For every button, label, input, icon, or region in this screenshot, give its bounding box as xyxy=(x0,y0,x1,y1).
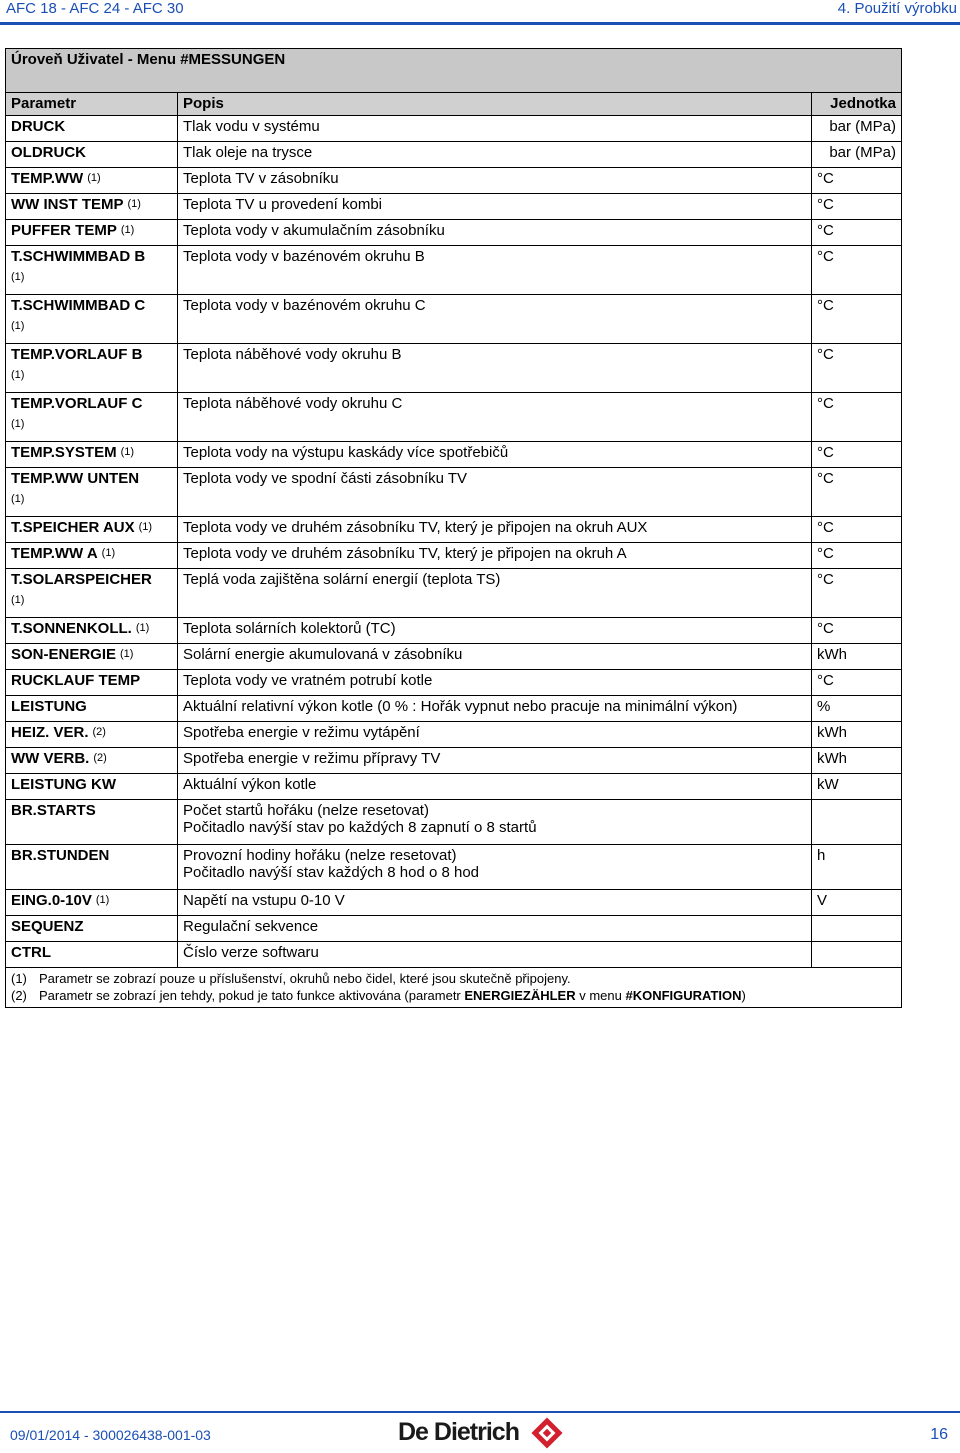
table-row xyxy=(6,774,902,800)
param-cell xyxy=(6,670,178,696)
unit: °C xyxy=(816,170,834,187)
desc-cell xyxy=(178,194,812,220)
param-cell xyxy=(6,393,178,442)
unit-cell xyxy=(811,916,901,942)
param-cell xyxy=(6,543,178,569)
param-name: BR.STARTS xyxy=(11,802,96,819)
unit: °C xyxy=(816,672,834,689)
desc-cell xyxy=(178,722,812,748)
unit: bar (MPa) xyxy=(829,144,896,161)
desc-cell xyxy=(178,670,812,696)
unit-cell xyxy=(811,393,901,442)
table-row xyxy=(6,748,902,774)
description: Tlak vodu v systému xyxy=(183,118,320,135)
unit: kWh xyxy=(816,724,847,741)
footnote-2: (2) Parametr se zobrazí jen tehdy, pokud je tato funkce aktivována (parametr ENERGIEZÄHLER v menu #KONFIGURATION) xyxy=(11,988,746,1003)
table-row xyxy=(6,344,902,393)
unit-cell xyxy=(811,517,901,543)
description: Teplota vody ve spodní části zásobníku TV xyxy=(183,470,468,487)
param-name: T.SOLARSPEICHER xyxy=(11,571,152,588)
unit: °C xyxy=(816,395,834,412)
table-row xyxy=(6,845,902,890)
table-row xyxy=(6,168,902,194)
unit-cell xyxy=(811,295,901,344)
unit-cell xyxy=(811,246,901,295)
unit: kW xyxy=(816,776,839,793)
footnote-ref: (1) xyxy=(11,271,25,283)
column-header-param: Parametr xyxy=(6,93,178,116)
parameter-table xyxy=(5,48,902,1008)
table-row xyxy=(6,142,902,168)
unit-cell xyxy=(811,845,901,890)
desc-cell xyxy=(178,220,812,246)
logo-wordmark: De Dietrich xyxy=(398,1418,519,1446)
description: Teplota vody ve vratném potrubí kotle xyxy=(183,672,433,689)
table-row xyxy=(6,246,902,295)
desc-cell xyxy=(178,748,812,774)
description: Regulační sekvence xyxy=(183,918,319,935)
description: Solární energie akumulovaná v zásobníku xyxy=(183,646,463,663)
desc-cell xyxy=(178,916,812,942)
desc-cell xyxy=(178,774,812,800)
table-row xyxy=(6,644,902,670)
table-row xyxy=(6,393,902,442)
description: Číslo verze softwaru xyxy=(183,944,319,961)
header-section-title: 4. Použití výrobku xyxy=(837,0,957,17)
unit-cell xyxy=(811,468,901,517)
param-name: T.SPEICHER AUX xyxy=(11,519,135,536)
description: Teplota TV u provedení kombi xyxy=(183,196,383,213)
desc-cell xyxy=(178,393,812,442)
param-name: TEMP.VORLAUF B xyxy=(11,346,143,363)
param-name: TEMP.VORLAUF C xyxy=(11,395,143,412)
table-row xyxy=(6,569,902,618)
desc-cell xyxy=(178,942,812,968)
desc-cell xyxy=(178,845,812,890)
param-name: WW VERB. xyxy=(11,750,90,767)
footer-date-ref: 09/01/2014 - 300026438-001-03 xyxy=(10,1427,211,1443)
table-row xyxy=(6,670,902,696)
footnote-ref: (1) xyxy=(120,224,135,236)
param-name: T.SCHWIMMBAD C xyxy=(11,297,146,314)
footnotes xyxy=(6,968,902,1008)
param-name: SEQUENZ xyxy=(11,918,84,935)
desc-cell xyxy=(178,800,812,845)
unit-cell xyxy=(811,220,901,246)
unit: °C xyxy=(816,222,834,239)
description: Teplá voda zajištěna solární energií (teplota TS) xyxy=(183,571,501,588)
unit-cell xyxy=(811,344,901,393)
desc-cell xyxy=(178,618,812,644)
description: Teplota vody ve druhém zásobníku TV, který je připojen na okruh AUX xyxy=(183,519,648,536)
table-row xyxy=(6,890,902,916)
table-row xyxy=(6,800,902,845)
unit: °C xyxy=(816,620,834,637)
footnote-ref: (1) xyxy=(11,493,25,505)
header-divider xyxy=(0,22,960,25)
param-cell xyxy=(6,116,178,142)
param-cell xyxy=(6,696,178,722)
param-name: LEISTUNG KW xyxy=(11,776,116,793)
param-cell xyxy=(6,800,178,845)
table-row xyxy=(6,942,902,968)
unit: °C xyxy=(816,196,834,213)
unit-cell xyxy=(811,722,901,748)
description: Teplota náběhové vody okruhu B xyxy=(183,346,402,363)
description: Tlak oleje na trysce xyxy=(183,144,313,161)
parameter-table-container xyxy=(5,48,902,1008)
desc-cell xyxy=(178,644,812,670)
page-number: 16 xyxy=(930,1426,948,1443)
desc-cell xyxy=(178,116,812,142)
param-cell xyxy=(6,569,178,618)
logo-diamond-icon xyxy=(530,1416,564,1450)
footnote-ref: (1) xyxy=(135,622,150,634)
table-row xyxy=(6,543,902,569)
table-row xyxy=(6,295,902,344)
unit: °C xyxy=(816,571,834,588)
param-cell xyxy=(6,220,178,246)
footnote-ref: (1) xyxy=(120,648,134,660)
footer-divider xyxy=(0,1411,960,1413)
param-cell xyxy=(6,142,178,168)
desc-cell xyxy=(178,517,812,543)
unit-cell xyxy=(811,543,901,569)
unit-cell xyxy=(811,142,901,168)
param-name: CTRL xyxy=(11,944,51,961)
param-name: TEMP.WW xyxy=(11,170,84,187)
table-row xyxy=(6,916,902,942)
table-title-row xyxy=(6,49,902,93)
unit-cell xyxy=(811,116,901,142)
footnote-ref: (1) xyxy=(127,198,141,210)
unit-cell xyxy=(811,696,901,722)
param-name: TEMP.WW A xyxy=(11,545,98,562)
column-header-desc: Popis xyxy=(178,93,812,116)
param-cell xyxy=(6,845,178,890)
desc-cell xyxy=(178,442,812,468)
unit: bar (MPa) xyxy=(829,118,896,135)
unit: kWh xyxy=(816,750,847,767)
header-document-title: AFC 18 - AFC 24 - AFC 30 xyxy=(6,0,184,17)
desc-cell xyxy=(178,468,812,517)
description: Teplota náběhové vody okruhu C xyxy=(183,395,403,412)
description: Teplota solárních kolektorů (TC) xyxy=(183,620,396,637)
description: Teplota vody v akumulačním zásobníku xyxy=(183,222,445,239)
param-name: HEIZ. VER. xyxy=(11,724,89,741)
param-name: LEISTUNG xyxy=(11,698,87,715)
param-name: BR.STUNDEN xyxy=(11,847,110,864)
param-cell xyxy=(6,246,178,295)
footnote-ref: (2) xyxy=(92,726,106,738)
table-row xyxy=(6,722,902,748)
desc-cell xyxy=(178,344,812,393)
footnote-ref: (1) xyxy=(87,172,101,184)
description: Teplota vody v bazénovém okruhu C xyxy=(183,297,426,314)
param-cell xyxy=(6,644,178,670)
description-line-2: Počitadlo navýší stav každých 8 hod o 8 hod xyxy=(183,864,480,881)
unit-cell xyxy=(811,670,901,696)
description: Aktuální výkon kotle xyxy=(183,776,317,793)
param-cell xyxy=(6,517,178,543)
unit-cell xyxy=(811,942,901,968)
desc-cell xyxy=(178,543,812,569)
param-cell xyxy=(6,748,178,774)
description: Spotřeba energie v režimu přípravy TV xyxy=(183,750,441,767)
unit-cell xyxy=(811,644,901,670)
footnote-ref: (2) xyxy=(93,752,107,764)
param-cell xyxy=(6,344,178,393)
table-title: Úroveň Uživatel - Menu #MESSUNGEN xyxy=(6,49,902,93)
unit-cell xyxy=(811,800,901,845)
unit: °C xyxy=(816,444,834,461)
param-name: WW INST TEMP xyxy=(11,196,124,213)
param-cell xyxy=(6,468,178,517)
footnote-row xyxy=(6,968,902,1008)
param-name: OLDRUCK xyxy=(11,144,86,161)
footnote-ref: (1) xyxy=(95,894,110,906)
unit: h xyxy=(816,847,826,864)
footnote-ref: (1) xyxy=(11,594,25,606)
unit: °C xyxy=(816,519,834,536)
param-cell xyxy=(6,194,178,220)
description-line-2: Počitadlo navýší stav po každých 8 zapnutí o 8 startů xyxy=(183,819,537,836)
unit: V xyxy=(816,892,827,909)
unit-cell xyxy=(811,618,901,644)
footnote-ref: (1) xyxy=(101,547,116,559)
footnote-ref: (1) xyxy=(120,446,135,458)
de-dietrich-logo xyxy=(398,1416,564,1450)
desc-cell xyxy=(178,295,812,344)
unit-cell xyxy=(811,569,901,618)
description: Teplota vody na výstupu kaskády více spotřebičů xyxy=(183,444,509,461)
footnote-ref: (1) xyxy=(11,418,25,430)
desc-cell xyxy=(178,168,812,194)
description: Teplota vody v bazénovém okruhu B xyxy=(183,248,425,265)
unit-cell xyxy=(811,442,901,468)
unit: kWh xyxy=(816,646,847,663)
param-name: RUCKLAUF TEMP xyxy=(11,672,141,689)
desc-cell xyxy=(178,246,812,295)
unit: °C xyxy=(816,470,834,487)
table-row xyxy=(6,696,902,722)
unit-cell xyxy=(811,774,901,800)
param-cell xyxy=(6,442,178,468)
footnote-ref: (1) xyxy=(11,369,25,381)
description: Aktuální relativní výkon kotle (0 % : Hořák vypnut nebo pracuje na minimální výkon) xyxy=(183,698,738,715)
table-row xyxy=(6,194,902,220)
table-header-row xyxy=(6,93,902,116)
param-name: EING.0-10V xyxy=(11,892,92,909)
desc-cell xyxy=(178,569,812,618)
param-name: T.SCHWIMMBAD B xyxy=(11,248,146,265)
param-name: PUFFER TEMP xyxy=(11,222,117,239)
table-row xyxy=(6,618,902,644)
param-name: TEMP.WW UNTEN xyxy=(11,470,140,487)
footnote-ref: (1) xyxy=(11,320,25,332)
description: Teplota vody ve druhém zásobníku TV, který je připojen na okruh A xyxy=(183,545,627,562)
param-name: TEMP.SYSTEM xyxy=(11,444,117,461)
description: Počet startů hořáku (nelze resetovat) xyxy=(183,802,429,819)
table-row xyxy=(6,220,902,246)
footnote-1: (1) Parametr se zobrazí pouze u příslušenství, okruhů nebo čidel, které jsou skutečně připojeny. xyxy=(11,971,571,986)
unit: % xyxy=(816,698,831,715)
desc-cell xyxy=(178,890,812,916)
param-name: SON-ENERGIE xyxy=(11,646,117,663)
param-name: T.SONNENKOLL. xyxy=(11,620,132,637)
table-row xyxy=(6,517,902,543)
param-cell xyxy=(6,774,178,800)
param-cell xyxy=(6,916,178,942)
param-cell xyxy=(6,295,178,344)
param-cell xyxy=(6,722,178,748)
param-cell xyxy=(6,168,178,194)
param-cell xyxy=(6,890,178,916)
unit-cell xyxy=(811,748,901,774)
param-name: DRUCK xyxy=(11,118,66,135)
description: Teplota TV v zásobníku xyxy=(183,170,339,187)
desc-cell xyxy=(178,696,812,722)
unit: °C xyxy=(816,545,834,562)
param-cell xyxy=(6,618,178,644)
unit-cell xyxy=(811,168,901,194)
column-header-unit: Jednotka xyxy=(811,93,901,116)
description: Spotřeba energie v režimu vytápění xyxy=(183,724,420,741)
desc-cell xyxy=(178,142,812,168)
unit: °C xyxy=(816,248,834,265)
unit: °C xyxy=(816,297,834,314)
description: Napětí na vstupu 0-10 V xyxy=(183,892,345,909)
table-row xyxy=(6,116,902,142)
param-cell xyxy=(6,942,178,968)
description: Provozní hodiny hořáku (nelze resetovat) xyxy=(183,847,457,864)
table-row xyxy=(6,442,902,468)
unit: °C xyxy=(816,346,834,363)
footnote-ref: (1) xyxy=(138,521,153,533)
unit-cell xyxy=(811,890,901,916)
unit-cell xyxy=(811,194,901,220)
table-row xyxy=(6,468,902,517)
